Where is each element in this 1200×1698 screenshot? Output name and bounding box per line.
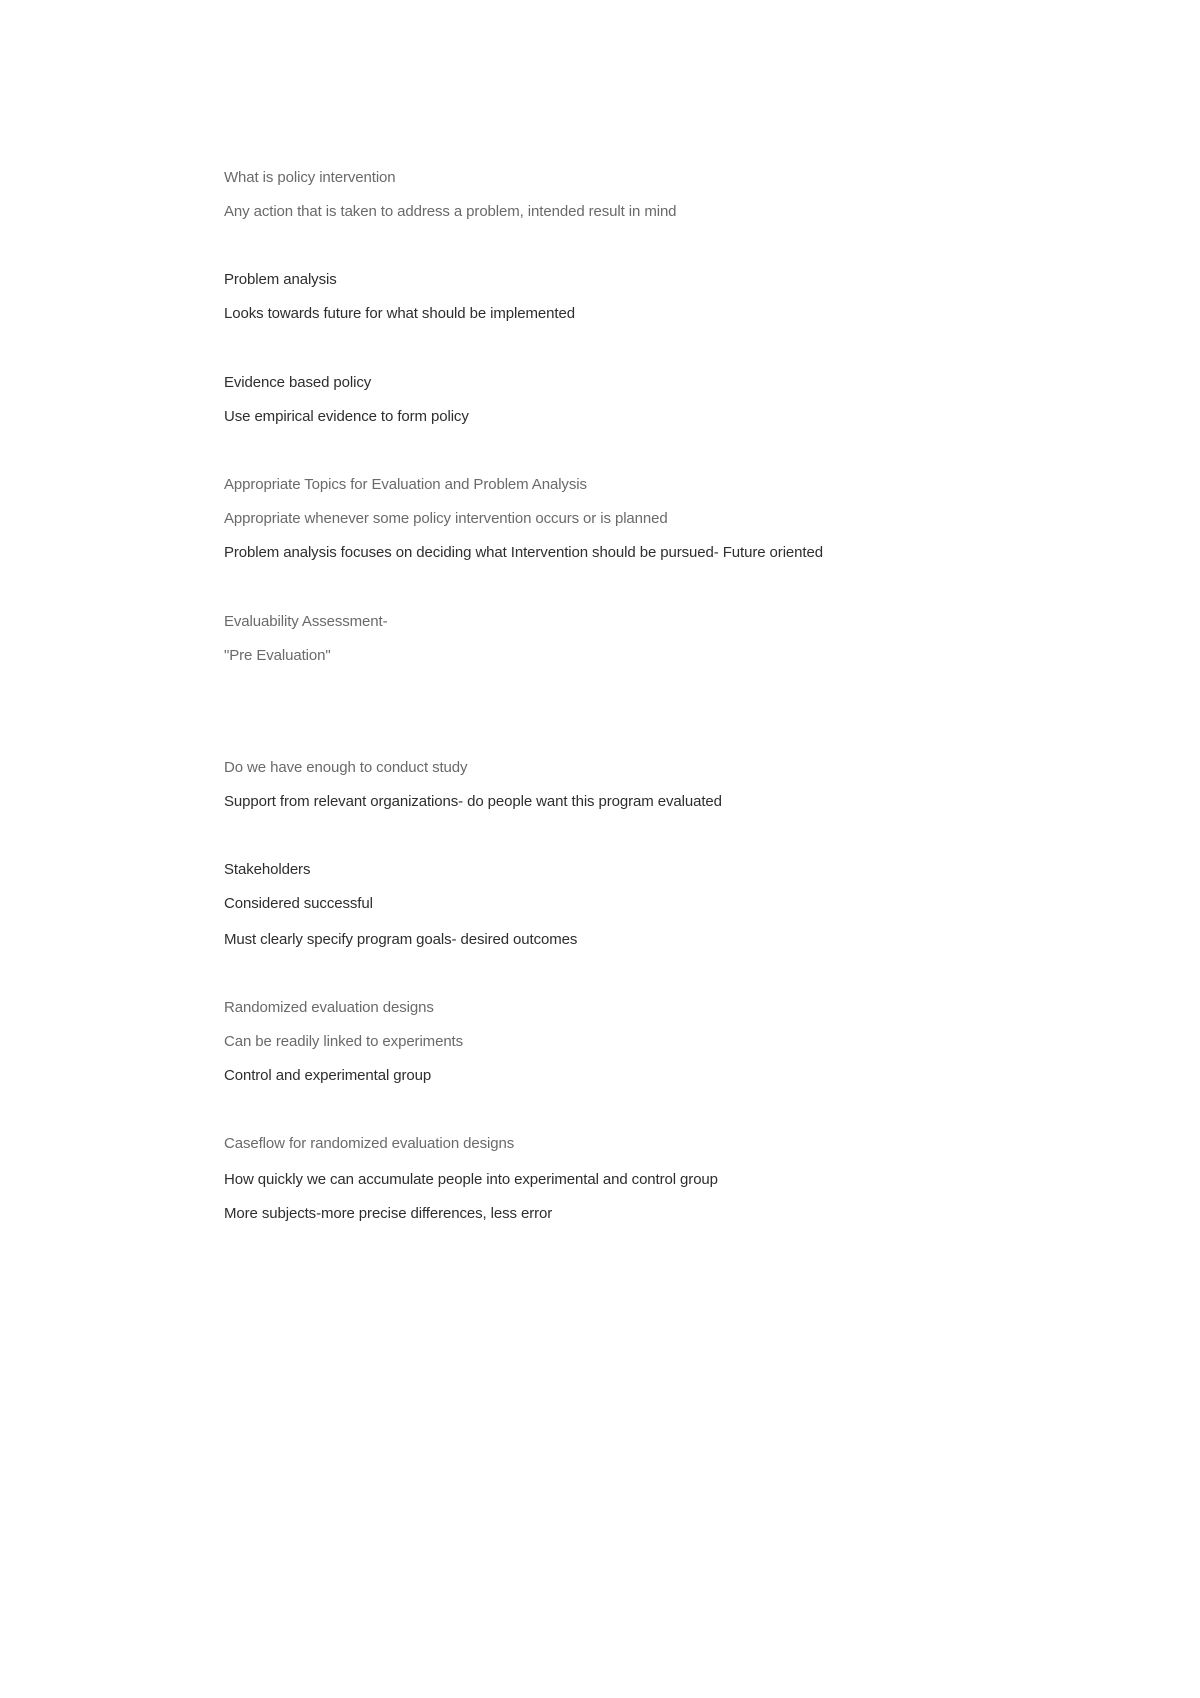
text-line: Support from relevant organizations- do people want this program evaluated <box>224 793 722 810</box>
heading-appropriate-topics: Appropriate Topics for Evaluation and Problem Analysis <box>224 476 587 493</box>
text-line: Use empirical evidence to form policy <box>224 408 469 425</box>
heading-problem-analysis: Problem analysis <box>224 271 337 288</box>
heading-evaluability-assessment: Evaluability Assessment- <box>224 613 388 630</box>
text-line: Looks towards future for what should be implemented <box>224 305 575 322</box>
text-line: Do we have enough to conduct study <box>224 759 468 776</box>
heading-policy-intervention: What is policy intervention <box>224 169 396 186</box>
text-line: Control and experimental group <box>224 1067 432 1084</box>
text-line: Considered successful <box>224 895 373 912</box>
heading-randomized-evaluation-designs: Randomized evaluation designs <box>224 999 434 1016</box>
text-line: How quickly we can accumulate people into experimental and control group <box>224 1171 718 1188</box>
heading-caseflow: Caseflow for randomized evaluation designs <box>224 1135 515 1152</box>
text-line: "Pre Evaluation" <box>224 647 331 664</box>
text-line: Problem analysis focuses on deciding what Intervention should be pursued- Future oriented <box>224 544 823 561</box>
text-line: More subjects-more precise differences, less error <box>224 1205 553 1222</box>
heading-evidence-based-policy: Evidence based policy <box>224 374 372 391</box>
text-line: Must clearly specify program goals- desired outcomes <box>224 931 578 948</box>
text-line: Can be readily linked to experiments <box>224 1033 464 1050</box>
text-line: Appropriate whenever some policy intervention occurs or is planned <box>224 510 668 527</box>
heading-stakeholders: Stakeholders <box>224 861 311 878</box>
text-line: Any action that is taken to address a problem, intended result in mind <box>224 203 677 220</box>
